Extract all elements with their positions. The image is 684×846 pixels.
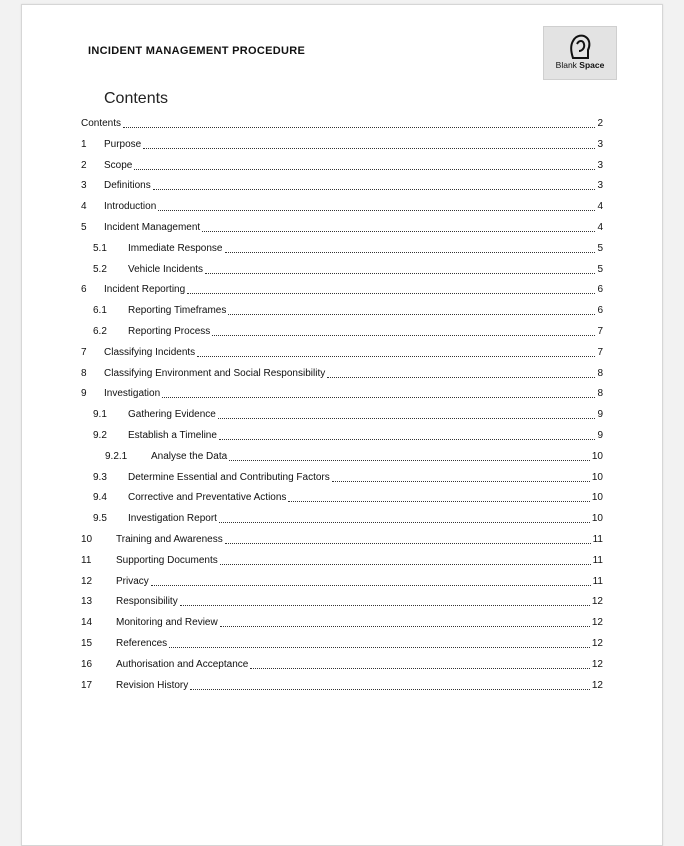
toc-entry[interactable] <box>81 596 603 617</box>
toc-entry-page-number: 12 <box>591 679 603 691</box>
toc-entry[interactable] <box>81 534 603 555</box>
toc-dot-leader <box>197 347 595 357</box>
toc-entry[interactable] <box>81 430 603 451</box>
toc-entry-page-number: 3 <box>597 159 603 171</box>
toc-entry-page-number: 12 <box>591 596 603 608</box>
toc-dot-leader <box>143 139 595 149</box>
toc-entry-label: Investigation Report <box>128 513 217 525</box>
toc-entry-number: 12 <box>81 575 93 587</box>
toc-dot-leader <box>205 264 595 274</box>
toc-entry-label: Authorisation and Acceptance <box>116 658 249 670</box>
toc-entry-page-number: 9 <box>597 409 603 421</box>
toc-dot-leader <box>225 534 591 544</box>
toc-entry-number: 7 <box>81 346 87 358</box>
toc-dot-leader <box>327 368 595 378</box>
toc-entry-label: Incident Reporting <box>104 284 186 296</box>
toc-dot-leader <box>219 513 590 523</box>
logo-word-space: Space <box>579 60 605 70</box>
toc-entry-label: Reporting Process <box>128 325 211 337</box>
toc-entry-label: Training and Awareness <box>116 533 223 545</box>
toc-entry[interactable] <box>81 513 603 534</box>
toc-entry-page-number: 6 <box>597 284 603 296</box>
toc-entry[interactable] <box>81 347 603 368</box>
toc-entry-page-number: 7 <box>597 346 603 358</box>
toc-entry[interactable] <box>81 659 603 680</box>
toc-entry-label: Investigation <box>104 388 161 400</box>
table-of-contents <box>81 118 603 700</box>
toc-entry-number: 15 <box>81 637 93 649</box>
toc-entry-label: Purpose <box>104 138 142 150</box>
toc-entry[interactable] <box>81 305 603 326</box>
toc-entry[interactable] <box>81 201 603 222</box>
toc-entry-page-number: 11 <box>592 554 603 566</box>
toc-entry-page-number: 3 <box>597 138 603 150</box>
toc-entry-number: 11 <box>81 554 92 566</box>
toc-entry-page-number: 12 <box>591 617 603 629</box>
toc-entry-number: 8 <box>81 367 87 379</box>
toc-entry[interactable] <box>81 576 603 597</box>
toc-entry-label: Definitions <box>104 180 151 192</box>
toc-entry-page-number: 12 <box>591 658 603 670</box>
toc-entry-page-number: 4 <box>597 221 603 233</box>
toc-entry-number: 1 <box>81 138 87 150</box>
toc-dot-leader <box>288 492 589 502</box>
toc-entry[interactable] <box>81 326 603 347</box>
toc-entry[interactable] <box>81 118 603 139</box>
toc-entry-number: 6.2 <box>93 325 107 337</box>
logo-word-blank: Blank <box>555 60 577 70</box>
toc-entry-page-number: 10 <box>591 513 603 525</box>
toc-entry-label: Responsibility <box>116 596 178 608</box>
toc-entry-number: 10 <box>81 533 93 545</box>
logo-text <box>544 60 616 70</box>
toc-dot-leader <box>162 388 595 398</box>
toc-entry-number: 6 <box>81 284 87 296</box>
toc-entry-page-number: 5 <box>597 242 603 254</box>
toc-entry-number: 9.1 <box>93 409 107 421</box>
toc-entry-label: Immediate Response <box>128 242 223 254</box>
toc-entry-number: 9.4 <box>93 492 107 504</box>
toc-entry[interactable] <box>81 409 603 430</box>
toc-heading: Contents <box>104 90 169 107</box>
toc-entry[interactable] <box>81 555 603 576</box>
toc-entry[interactable] <box>81 680 603 701</box>
toc-entry-label: Vehicle Incidents <box>128 263 204 275</box>
toc-entry-label: Contents <box>81 118 122 129</box>
toc-entry[interactable] <box>81 243 603 264</box>
toc-entry[interactable] <box>81 617 603 638</box>
toc-dot-leader <box>250 659 590 669</box>
toc-entry-label: Supporting Documents <box>116 554 218 566</box>
toc-entry[interactable] <box>81 638 603 659</box>
toc-dot-leader <box>219 430 596 440</box>
toc-entry-label: References <box>116 637 168 649</box>
toc-entry-label: Determine Essential and Contributing Factors <box>128 471 330 483</box>
toc-entry-number: 4 <box>81 201 87 213</box>
toc-entry[interactable] <box>81 160 603 181</box>
document-page <box>21 4 663 846</box>
toc-entry-label: Corrective and Preventative Actions <box>128 492 287 504</box>
toc-entry-number: 5 <box>81 221 87 233</box>
toc-dot-leader <box>180 596 590 606</box>
toc-entry[interactable] <box>81 284 603 305</box>
toc-entry-page-number: 12 <box>591 637 603 649</box>
toc-entry[interactable] <box>81 472 603 493</box>
toc-entry-number: 3 <box>81 180 87 192</box>
toc-dot-leader <box>229 451 590 461</box>
toc-entry[interactable] <box>81 492 603 513</box>
toc-dot-leader <box>190 680 590 690</box>
toc-dot-leader <box>228 305 595 315</box>
toc-entry[interactable] <box>81 180 603 201</box>
toc-entry-number: 5.1 <box>93 242 107 254</box>
toc-dot-leader <box>220 555 591 565</box>
toc-dot-leader <box>220 617 590 627</box>
toc-entry-label: Analyse the Data <box>151 450 228 462</box>
document-header-title: INCIDENT MANAGEMENT PROCEDURE <box>88 45 306 57</box>
toc-entry-page-number: 11 <box>592 533 603 545</box>
toc-entry-number: 9.2 <box>93 429 107 441</box>
toc-entry-page-number: 10 <box>591 492 603 504</box>
toc-entry-label: Classifying Incidents <box>104 346 196 358</box>
toc-entry-label: Privacy <box>116 575 149 587</box>
toc-entry-number: 5.2 <box>93 263 107 275</box>
toc-entry-page-number: 2 <box>597 118 603 129</box>
toc-entry-page-number: 5 <box>597 263 603 275</box>
toc-dot-leader <box>153 180 596 190</box>
toc-entry-page-number: 8 <box>597 367 603 379</box>
toc-dot-leader <box>218 409 596 419</box>
toc-entry-number: 2 <box>81 159 87 171</box>
toc-entry-number: 6.1 <box>93 305 107 317</box>
toc-entry[interactable] <box>81 368 603 389</box>
toc-entry-page-number: 7 <box>597 325 603 337</box>
toc-entry-number: 16 <box>81 658 93 670</box>
toc-entry-number: 9 <box>81 388 87 400</box>
toc-entry-number: 9.3 <box>93 471 107 483</box>
toc-entry-label: Incident Management <box>104 221 201 233</box>
toc-dot-leader <box>123 118 595 128</box>
toc-entry-label: Monitoring and Review <box>116 617 218 629</box>
toc-entry-page-number: 10 <box>591 471 603 483</box>
toc-entry-label: Classifying Environment and Social Responsibility <box>104 367 326 379</box>
toc-entry-label: Revision History <box>116 679 189 691</box>
toc-entry-number: 9.5 <box>93 513 107 525</box>
toc-entry[interactable] <box>81 264 603 285</box>
toc-dot-leader <box>332 472 590 482</box>
toc-dot-leader <box>151 576 591 586</box>
company-logo <box>543 26 617 80</box>
toc-entry-page-number: 9 <box>597 429 603 441</box>
toc-entry-number: 17 <box>81 679 93 691</box>
profile-head-icon <box>568 32 592 60</box>
toc-dot-leader <box>212 326 595 336</box>
toc-entry[interactable] <box>81 139 603 160</box>
toc-dot-leader <box>202 222 595 232</box>
toc-dot-leader <box>134 160 595 170</box>
toc-entry-page-number: 6 <box>597 305 603 317</box>
toc-entry-number: 9.2.1 <box>105 450 128 462</box>
toc-entry-label: Introduction <box>104 201 157 213</box>
toc-entry-label: Gathering Evidence <box>128 409 216 421</box>
toc-entry-label: Scope <box>104 159 133 171</box>
toc-entry-page-number: 3 <box>597 180 603 192</box>
toc-entry-page-number: 8 <box>597 388 603 400</box>
toc-entry[interactable] <box>81 222 603 243</box>
toc-entry-page-number: 4 <box>597 201 603 213</box>
toc-entry-page-number: 10 <box>591 450 603 462</box>
toc-entry-number: 14 <box>81 617 93 629</box>
toc-entry-page-number: 11 <box>592 575 603 587</box>
toc-entry-number: 13 <box>81 596 93 608</box>
toc-dot-leader <box>225 243 596 253</box>
toc-entry-label: Establish a Timeline <box>128 429 217 441</box>
toc-entry-label: Reporting Timeframes <box>128 305 227 317</box>
toc-dot-leader <box>158 201 595 211</box>
toc-dot-leader <box>187 284 595 294</box>
toc-dot-leader <box>169 638 590 648</box>
toc-entry[interactable] <box>81 451 603 472</box>
toc-entry[interactable] <box>81 388 603 409</box>
